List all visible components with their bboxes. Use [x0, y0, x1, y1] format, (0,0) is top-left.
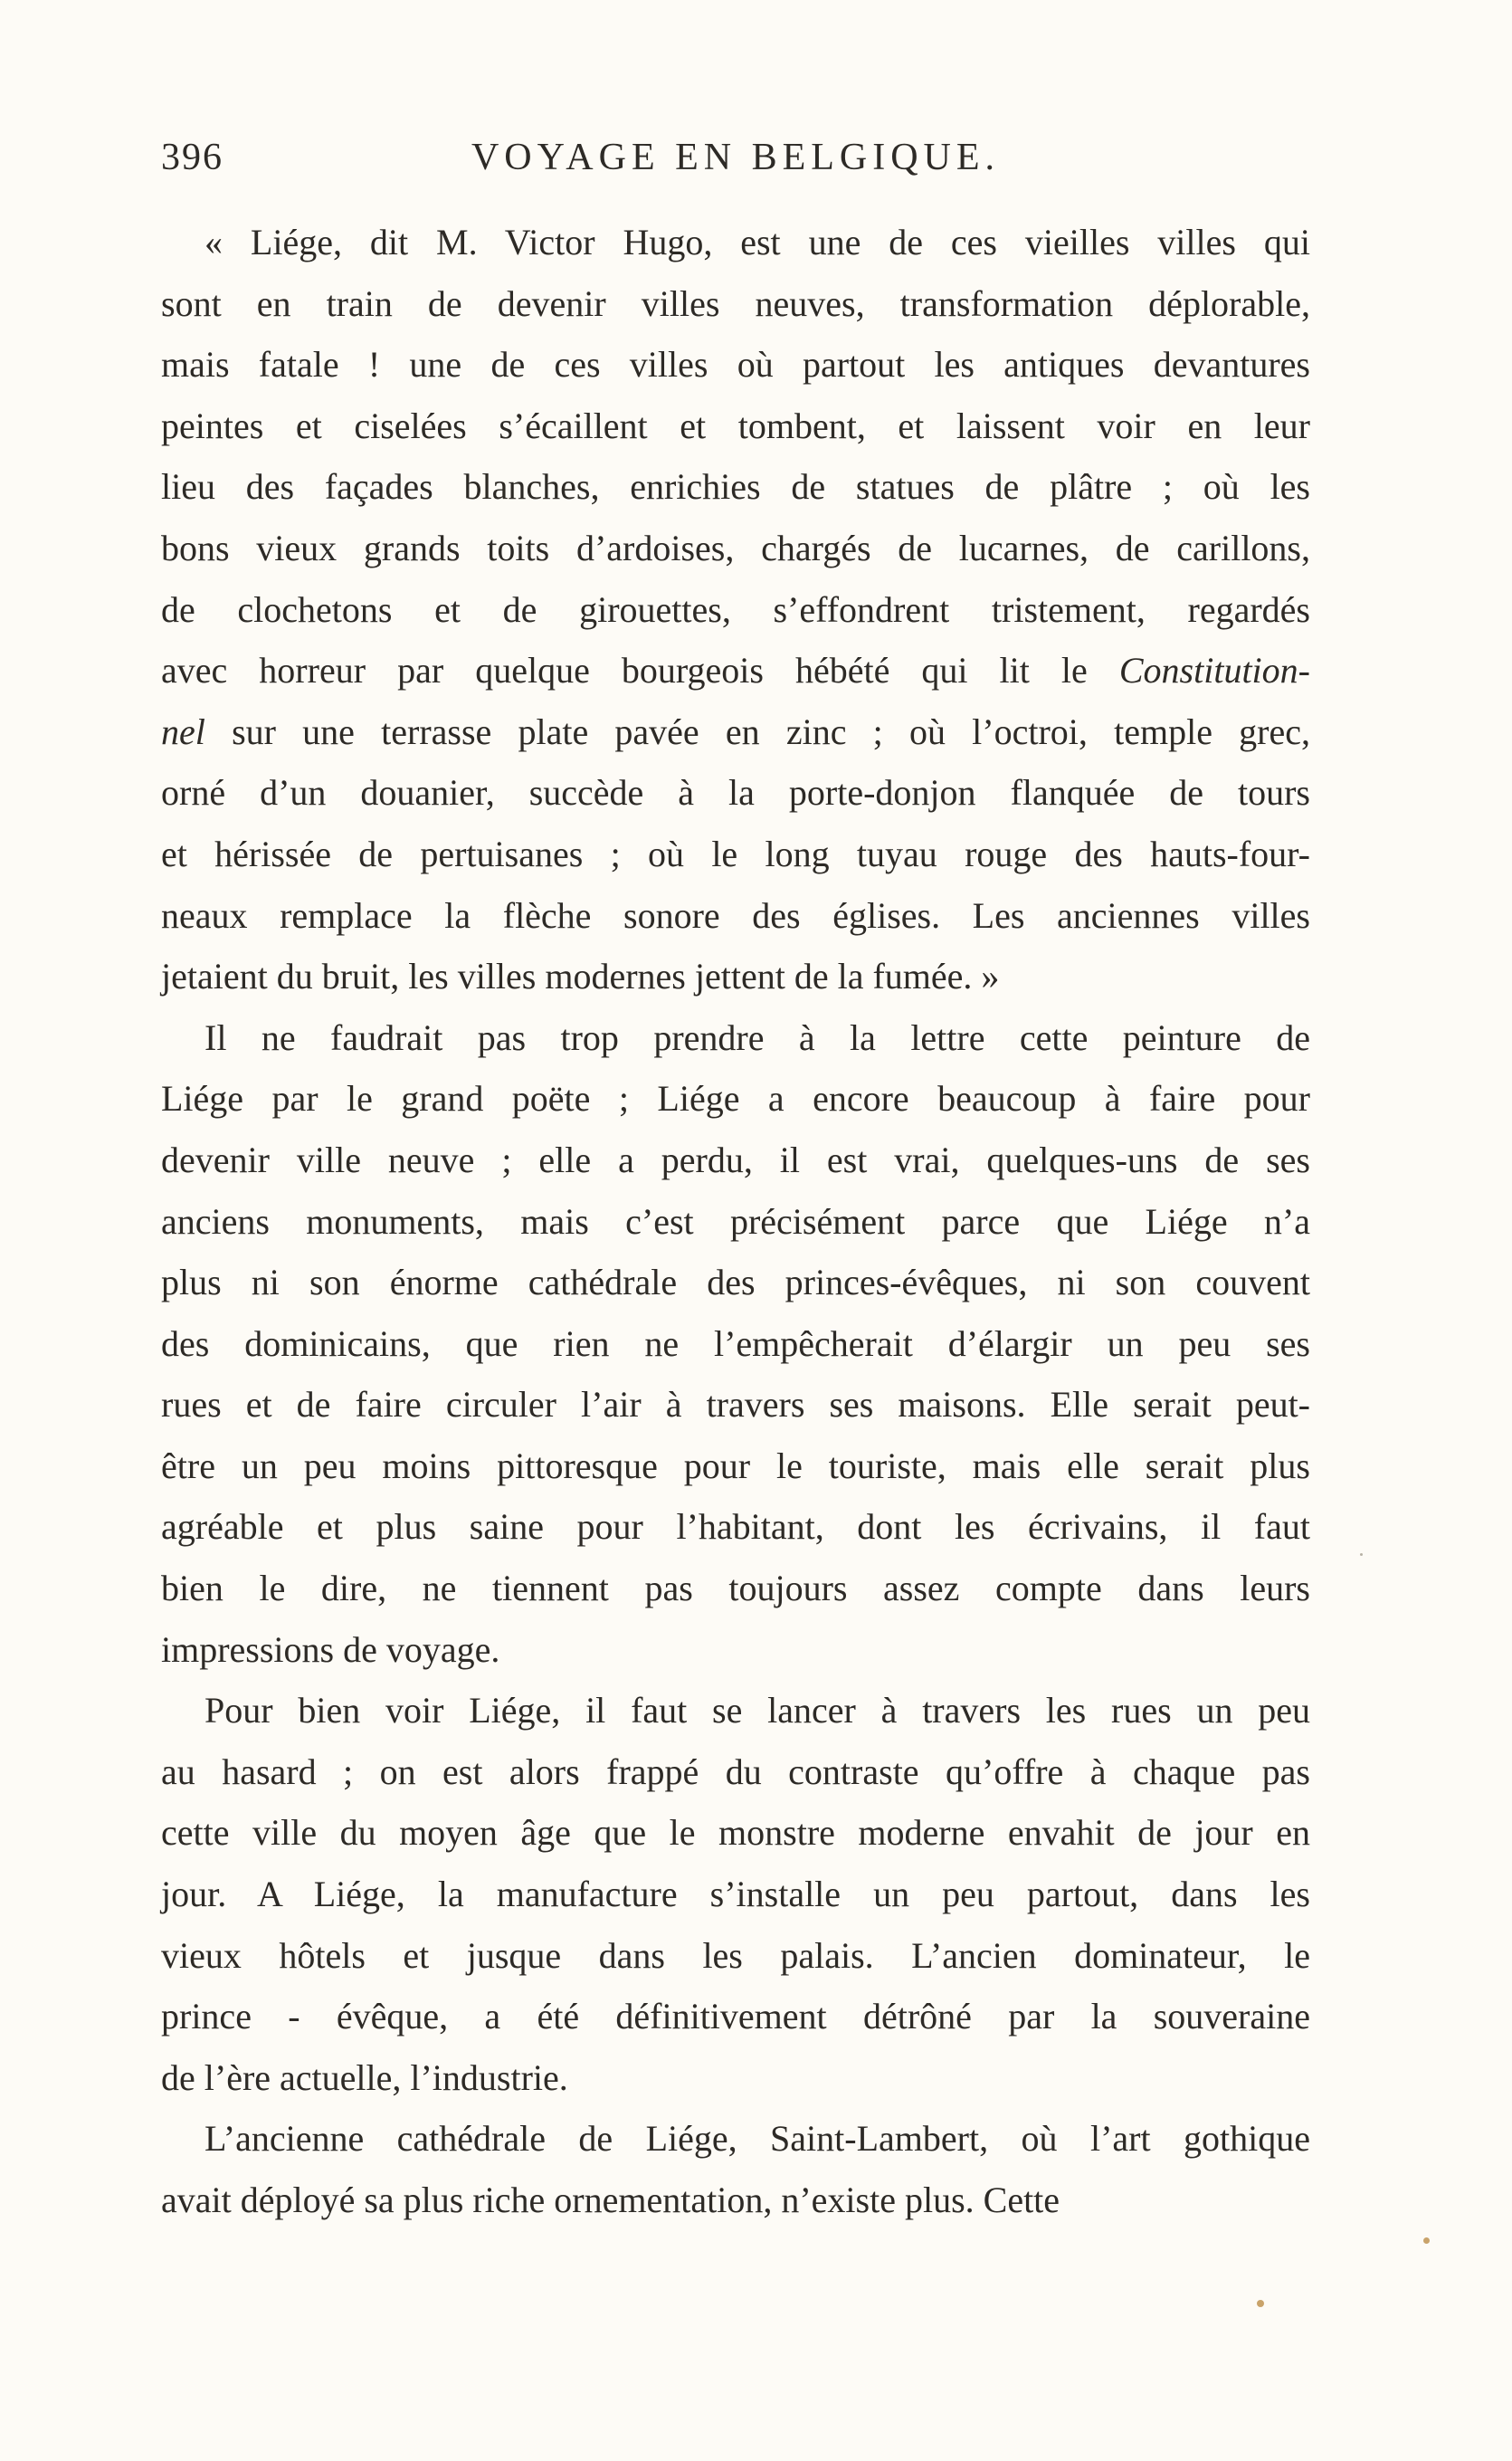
text-segment: prince - évêque, a été définitivement détrôné par la souveraine	[161, 1996, 1310, 2037]
text-segment: jetaient du bruit, les villes modernes jettent de la fumée. »	[161, 956, 1000, 997]
text-line	[161, 579, 1310, 641]
text-segment: devenir ville neuve ; elle a perdu, il est vrai, quelques-uns de ses	[161, 1139, 1310, 1180]
text-segment: L’ancienne cathédrale de Liége, Saint-Lambert, où l’art gothique	[204, 2118, 1310, 2160]
paper-speck	[1257, 2300, 1264, 2307]
text-segment: au hasard ; on est alors frappé du contraste qu’offre à chaque pas	[161, 1750, 1310, 1792]
text-segment: Il ne faudrait pas trop prendre à la lettre cette peinture de	[204, 1016, 1310, 1058]
paper-speck	[1360, 1553, 1363, 1556]
text-segment: de clochetons et de girouettes, s’effondrent tristement, regardés	[161, 588, 1310, 630]
text-line	[161, 456, 1310, 518]
text-line	[161, 1680, 1310, 1741]
text-segment: rues et de faire circuler l’air à travers ses maisons. Elle serait peut-	[161, 1384, 1310, 1426]
text-line	[161, 1252, 1310, 1313]
text-line	[161, 396, 1310, 457]
text-segment: neaux remplace la flèche sonore des églises. Les anciennes villes	[161, 894, 1310, 936]
text-line	[161, 640, 1310, 701]
italic-text: Constitution-	[1118, 650, 1310, 692]
text-segment: peintes et ciselées s’écaillent et tombent, et laissent voir en leur	[161, 405, 1310, 446]
text-segment: de l’ère actuelle, l’industrie.	[161, 2056, 568, 2098]
text-segment: Liége par le grand poëte ; Liége a encore beaucoup à faire pour	[161, 1078, 1310, 1120]
text-line	[161, 1496, 1310, 1558]
text-line	[161, 824, 1310, 885]
text-line	[161, 1436, 1310, 1497]
text-segment: des dominicains, que rien ne l’empêcherait d’élargir un peu ses	[161, 1322, 1310, 1364]
text-line	[161, 1558, 1310, 1619]
text-segment: sont en train de devenir villes neuves, transformation déplorable,	[161, 282, 1310, 324]
text-line	[161, 1864, 1310, 1925]
text-line	[161, 1068, 1310, 1130]
text-line	[161, 1007, 1310, 1069]
italic-text: nel	[161, 711, 205, 752]
text-line	[161, 212, 1310, 273]
text-segment: impressions de voyage.	[161, 1628, 500, 1670]
text-line	[161, 1925, 1310, 1987]
text-segment: sur une terrasse plate pavée en zinc ; où l’octroi, temple grec,	[204, 711, 1310, 752]
text-segment: et hérissée de pertuisanes ; où le long tuyau rouge des hauts-four-	[161, 833, 1310, 874]
text-segment: plus ni son énorme cathédrale des princes-évêques, ni son couvent	[161, 1262, 1310, 1303]
body-text	[161, 212, 1310, 2231]
text-segment: bons vieux grands toits d’ardoises, chargés de lucarnes, de carillons,	[161, 527, 1310, 568]
text-line	[161, 1191, 1310, 1253]
text-segment: jour. A Liége, la manufacture s’installe un peu partout, dans les	[161, 1874, 1310, 1915]
text-segment: bien le dire, ne tiennent pas toujours assez compte dans leurs	[161, 1568, 1310, 1609]
text-segment: anciens monuments, mais c’est précisément parce que Liége n’a	[161, 1200, 1310, 1242]
text-line	[161, 334, 1310, 396]
text-line	[161, 2108, 1310, 2170]
text-line	[161, 1130, 1310, 1191]
text-segment: vieux hôtels et jusque dans les palais. L’ancien dominateur, le	[161, 1934, 1310, 1976]
text-line	[161, 1313, 1310, 1375]
text-line	[161, 1802, 1310, 1864]
text-line	[161, 1619, 1310, 1681]
text-segment: orné d’un douanier, succède à la porte-donjon flanquée de tours	[161, 772, 1310, 814]
text-segment: lieu des façades blanches, enrichies de statues de plâtre ; où les	[161, 466, 1310, 508]
text-line	[161, 946, 1310, 1007]
text-segment: avait déployé sa plus riche ornementation, n’existe plus. Cette	[161, 2180, 1060, 2220]
text-line	[161, 1374, 1310, 1436]
text-segment: Pour bien voir Liége, il faut se lancer à travers les rues un peu	[204, 1690, 1310, 1731]
text-line	[161, 2170, 1310, 2231]
text-segment: agréable et plus saine pour l’habitant, dont les écrivains, il faut	[161, 1506, 1310, 1548]
text-line	[161, 1741, 1310, 1803]
text-line	[161, 885, 1310, 947]
text-line	[161, 518, 1310, 579]
page-number: 396	[161, 137, 223, 178]
text-line	[161, 1986, 1310, 2047]
text-segment: mais fatale ! une de ces villes où partout les antiques devantures	[161, 344, 1310, 386]
text-segment: cette ville du moyen âge que le monstre moderne envahit de jour en	[161, 1812, 1310, 1854]
text-segment: avec horreur par quelque bourgeois hébété qui lit le	[161, 650, 1119, 692]
text-line	[161, 2047, 1310, 2109]
paper-speck	[1423, 2237, 1430, 2244]
text-segment: être un peu moins pittoresque pour le touriste, mais elle serait plus	[161, 1445, 1310, 1486]
text-line	[161, 701, 1310, 763]
text-line	[161, 762, 1310, 824]
text-segment: « Liége, dit M. Victor Hugo, est une de ces vieilles villes qui	[204, 222, 1310, 262]
text-line	[161, 273, 1310, 335]
running-head	[161, 136, 1310, 190]
running-title: VOYAGE EN BELGIQUE.	[471, 137, 1001, 178]
